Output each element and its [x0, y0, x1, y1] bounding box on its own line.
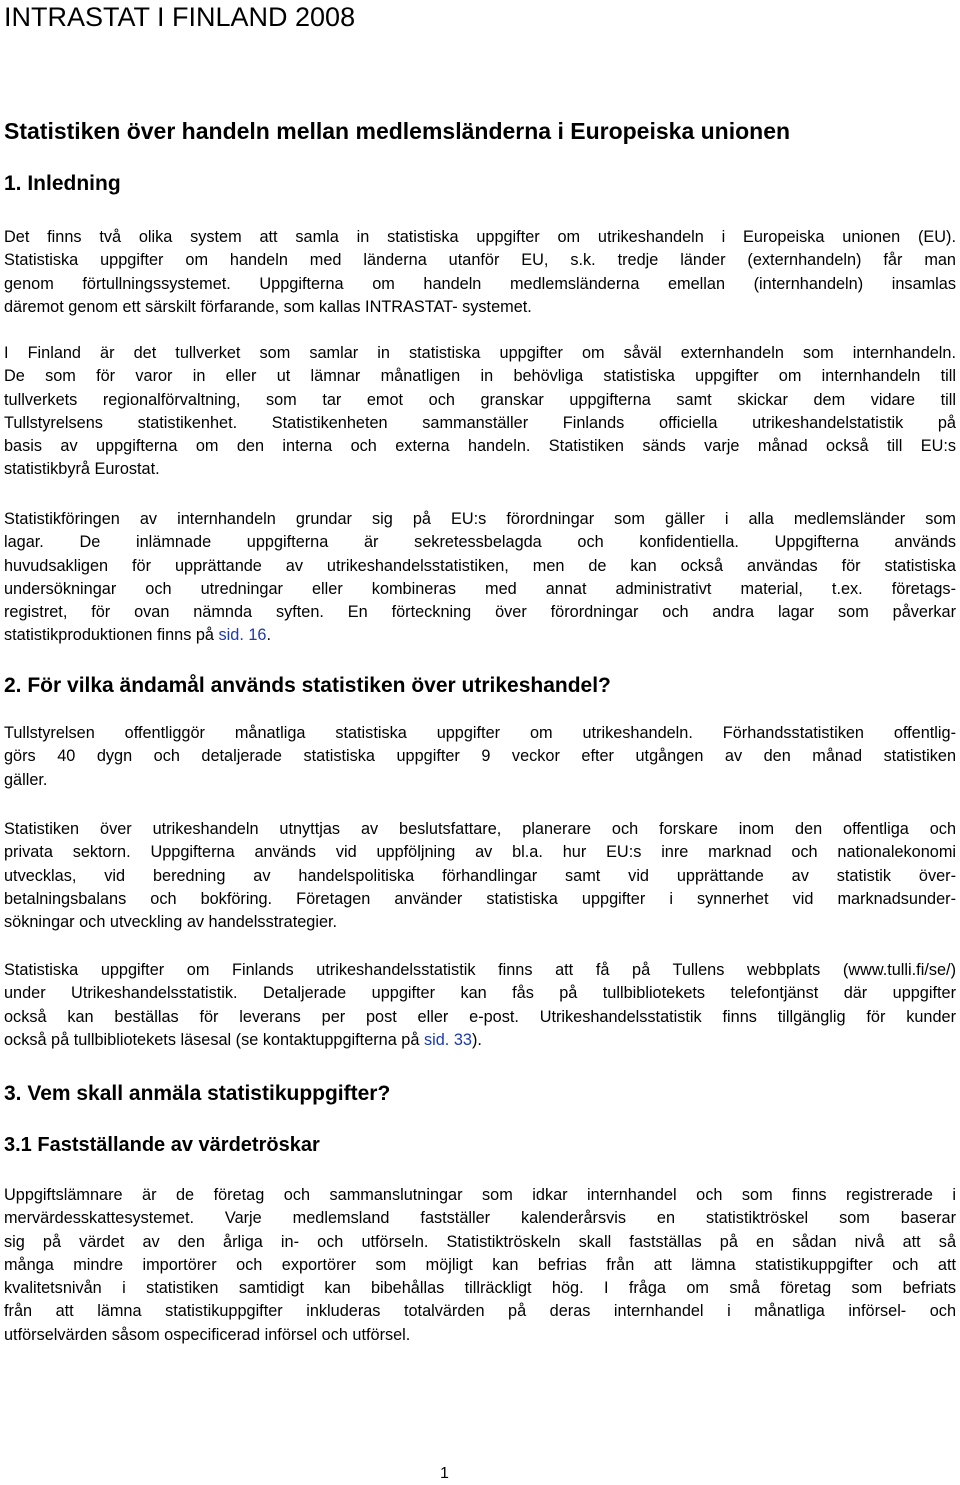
text-line: sig på värdet av den årliga in- och utförseln. Statistiktröskeln skall fastställas på en sådan nivå att så — [4, 1232, 956, 1251]
text-line: också kan beställas för leverans per post eller e-post. Utrikeshandelsstatistik finns tillgänglig för kunder — [4, 1007, 956, 1026]
text-line: många mindre importörer och exportörer som möjligt kan befrias från att lämna statistikuppgifter och att — [4, 1255, 956, 1274]
text-fragment: ). — [471, 1030, 482, 1049]
page-reference-link[interactable]: sid. 33 — [423, 1030, 472, 1049]
text-line: Det finns två olika system att samla in statistiska uppgifter om utrikeshandeln i Europeiska unionen (EU). — [4, 228, 956, 246]
paragraph — [4, 508, 956, 648]
section-heading-inledning: 1. Inledning — [4, 172, 121, 195]
text-line: statistikbyrå Eurostat. — [4, 460, 160, 479]
text-line: registret, för ovan nämnda syften. En förteckning över förordningar och andra lagar som påverkar — [4, 603, 956, 622]
text-line: från att lämna statistikuppgifter inkluderas totalvärden på deras internhandel i månatliga införsel- och — [4, 1302, 956, 1321]
paragraph — [4, 1184, 956, 1347]
text-line: tullverkets regionalförvaltning, som tar emot och granskar uppgifterna samt skickar dem vidare till — [4, 390, 956, 409]
text-line: under Utrikeshandelsstatistik. Detaljerade uppgifter kan fås på tullbibliotekets telefontjänst där uppgifter — [4, 984, 956, 1003]
page-reference-link[interactable]: sid. 16 — [218, 626, 267, 645]
text-line — [4, 624, 956, 647]
text-line: Statistiken över utrikeshandeln utnyttjas av beslutsfattare, planerare och forskare inom den offentliga och — [4, 820, 956, 838]
section-heading-andamal: 2. För vilka ändamål används statistiken över utrikeshandel? — [4, 674, 611, 697]
paragraph — [4, 722, 956, 792]
text-fragment: . — [266, 626, 272, 645]
paragraph — [4, 818, 956, 934]
text-line: Uppgiftslämnare är de företag och sammanslutningar som idkar internhandel och som finns registrerade i — [4, 1186, 956, 1204]
text-line: mervärdesskattesystemet. Varje medlemsland fastställer kalenderårsvis en statistiktröskel som baserar — [4, 1209, 956, 1228]
document-subtitle: Statistiken över handeln mellan medlemsländerna i Europeiska unionen — [4, 118, 791, 144]
text-line: huvudsakligen för upprättande av utrikeshandelsstatistiken, men de kan också användas för statistiska — [4, 556, 956, 575]
page-number: 1 — [440, 1465, 449, 1482]
text-line: lagar. De inlämnade uppgifterna är sekretessbelagda och konfidentiella. Uppgifterna används — [4, 533, 956, 552]
text-line: sökningar och utveckling av handelsstrategier. — [4, 913, 338, 932]
text-fragment: statistikproduktionen finns på — [4, 626, 219, 645]
section-heading-vem-skall-anmala: 3. Vem skall anmäla statistikuppgifter? — [4, 1082, 391, 1105]
text-line: däremot genom ett särskilt förfarande, som kallas INTRASTAT- systemet. — [4, 297, 532, 316]
text-line: basis av uppgifterna om den interna och externa handeln. Statistiken sänds varje månad också till EU:s — [4, 437, 956, 456]
text-line: undersökningar och utredningar eller kombineras med annat administrativt material, t.ex. företags- — [4, 579, 956, 598]
text-line: Tullstyrelsen offentliggör månatliga statistiska uppgifter om utrikeshandeln. Förhandsstatistiken offentlig- — [4, 724, 956, 742]
text-line: gäller. — [4, 770, 48, 789]
paragraph — [4, 342, 956, 482]
paragraph — [4, 959, 956, 1052]
text-line: görs 40 dygn och detaljerade statistiska uppgifter 9 veckor efter utgången av den månad statistiken — [4, 747, 956, 766]
text-line: Tullstyrelsens statistikenhet. Statistikenheten sammanställer Finlands officiella utrikeshandelstatistik på — [4, 413, 956, 432]
text-line: Statistikföringen av internhandeln grundar sig på EU:s förordningar som gäller i alla medlemsländer som — [4, 510, 956, 528]
text-line: Statistiska uppgifter om Finlands utrikeshandelsstatistik finns att få på Tullens webbplats (www.tulli.fi/se/) — [4, 961, 956, 979]
text-line: I Finland är det tullverket som samlar in statistiska uppgifter om såväl externhandeln som internhandeln. — [4, 344, 956, 362]
text-fragment: också på tullbibliotekets läsesal (se kontaktuppgifterna på — [4, 1030, 424, 1049]
text-line: betalningsbalans och bokföring. Företagen använder statistiska uppgifter i synnerhet vid marknadsunder- — [4, 889, 956, 908]
paragraph — [4, 226, 956, 319]
subsection-heading-vardetroskar: 3.1 Fastställande av värdetröskar — [4, 1134, 320, 1156]
text-line — [4, 1029, 956, 1052]
text-line: utvecklas, vid beredning av handelspolitiska förhandlingar samt vid upprättande av statistik över- — [4, 866, 956, 885]
text-line: De som för varor in eller ut lämnar månatligen in behövliga statistiska uppgifter om internhandeln till — [4, 367, 956, 386]
text-line: privata sektorn. Uppgifterna används vid uppföljning av bl.a. hur EU:s inre marknad och nationalekonomi — [4, 843, 956, 862]
text-line: utförselvärden såsom ospecificerad införsel och utförsel. — [4, 1325, 411, 1344]
text-line: kvalitetsnivån i statistiken samtidigt kan bibehållas tillräckligt hög. I fråga om små företag som befriats — [4, 1279, 956, 1298]
document-title: INTRASTAT I FINLAND 2008 — [4, 2, 356, 32]
text-line: genom förtullningssystemet. Uppgifterna om handeln medlemsländerna emellan (internhandeln) insamlas — [4, 274, 956, 293]
text-line: Statistiska uppgifter om handeln med länderna utanför EU, s.k. tredje länder (externhandeln) får man — [4, 251, 956, 270]
